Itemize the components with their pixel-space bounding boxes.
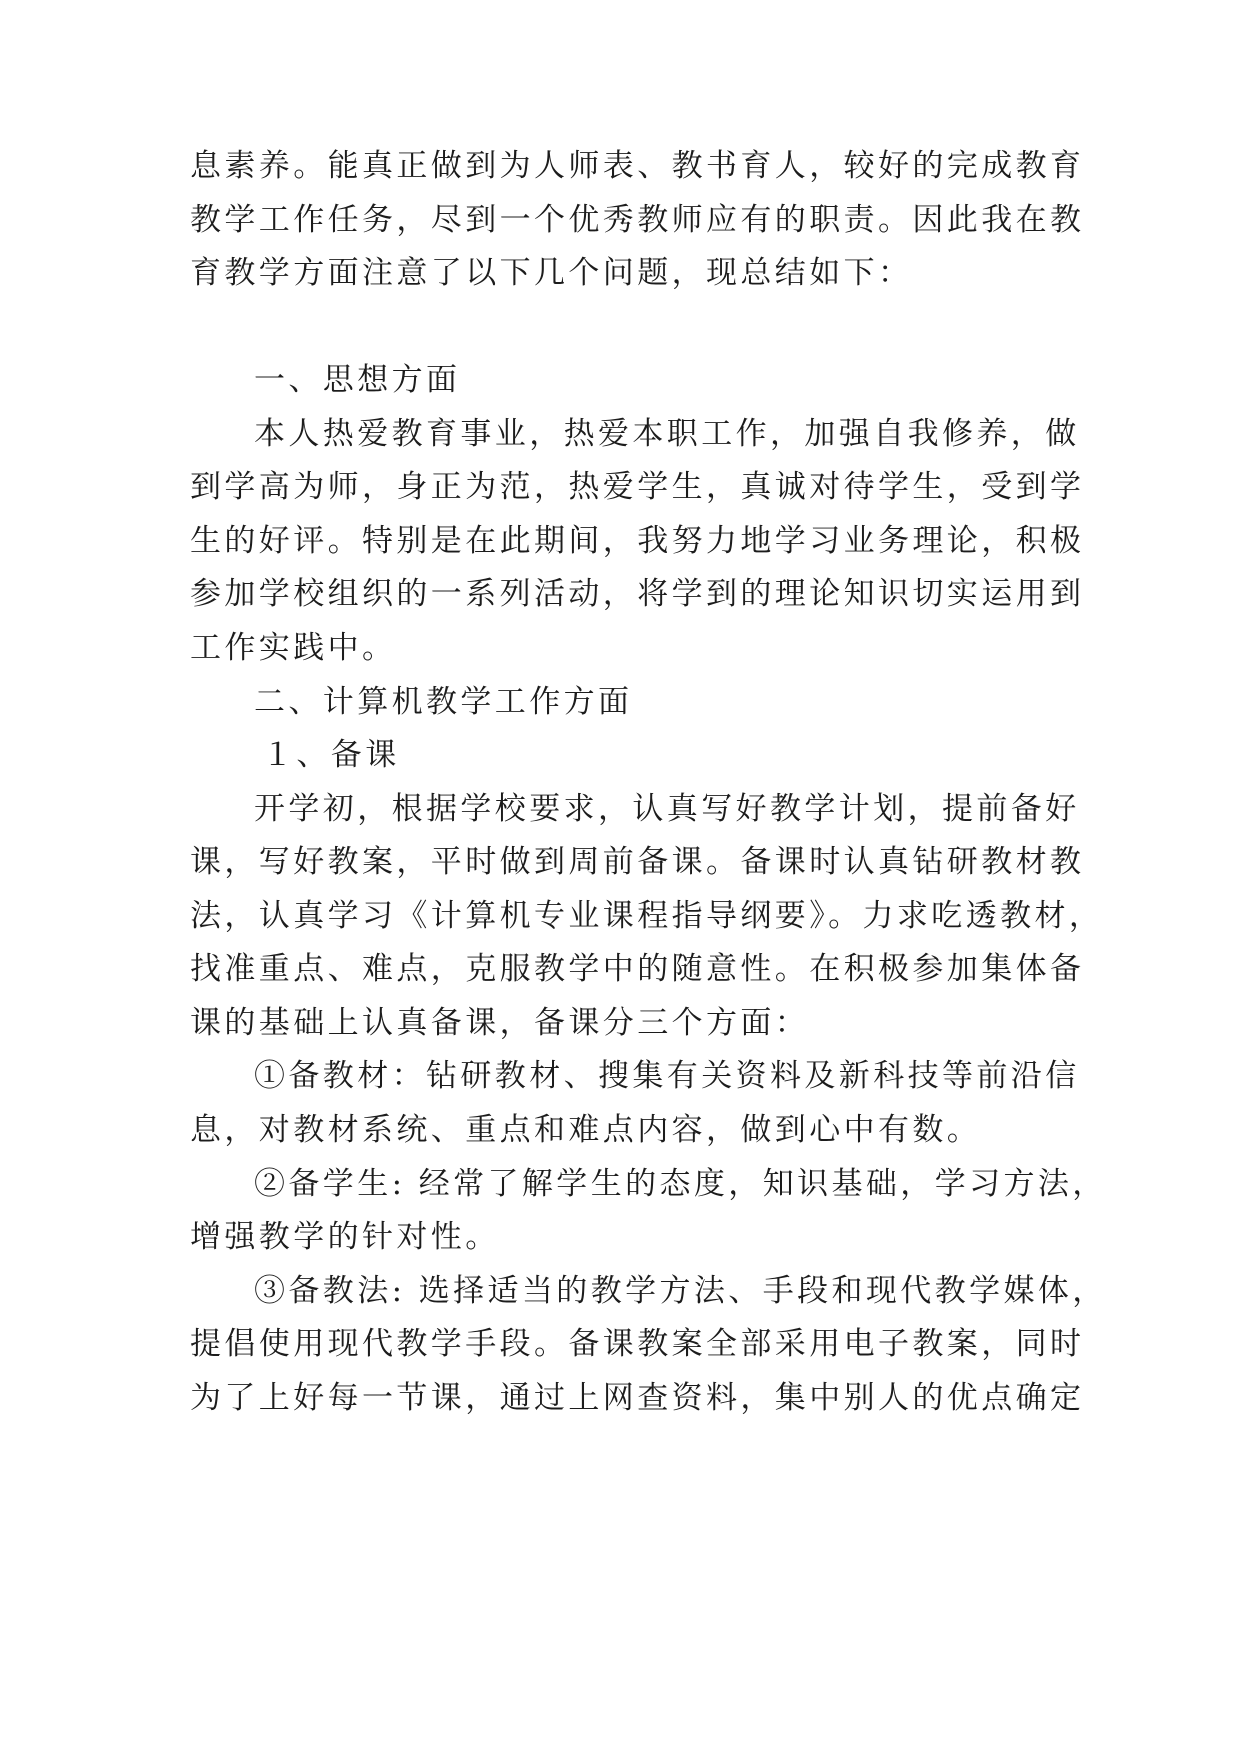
item-3-line-1: ③备教法: 选择适当的教学方法、手段和现代教学媒体， <box>254 1273 1107 1309</box>
item-1-line-2: 息，对教材系统、重点和难点内容，做到心中有数。 <box>190 1112 982 1148</box>
prep-line-5: 课的基础上认真备课，备课分三个方面： <box>190 1005 810 1041</box>
intro-line-1: 息素养。能真正做到为人师表、教书育人，较好的完成教育 <box>190 148 1085 184</box>
item-2-line-1: ②备学生: 经常了解学生的态度，知识基础，学习方法， <box>254 1166 1107 1202</box>
prep-line-2: 课，写好教案，平时做到周前备课。备课时认真钻研教材教 <box>190 844 1085 880</box>
section-1-line-2: 到学高为师，身正为范，热爱学生，真诚对待学生，受到学 <box>190 469 1085 505</box>
intro-line-2: 教学工作任务，尽到一个优秀教师应有的职责。因此我在教 <box>190 202 1085 238</box>
section-heading-computer-teaching: 二、计算机教学工作方面 <box>254 684 633 720</box>
section-1-line-4: 参加学校组织的一系列活动，将学到的理论知识切实运用到 <box>190 576 1085 612</box>
item-3-line-3: 为了上好每一节课，通过上网查资料，集中别人的优点确定 <box>190 1380 1085 1416</box>
section-heading-thought: 一、思想方面 <box>254 362 461 398</box>
prep-line-4: 找准重点、难点，克服教学中的随意性。在积极参加集体备 <box>190 951 1085 987</box>
item-3-line-2: 提倡使用现代教学手段。备课教案全部采用电子教案，同时 <box>190 1326 1085 1362</box>
prep-line-1: 开学初，根据学校要求，认真写好教学计划，提前备好 <box>254 791 1080 827</box>
section-1-line-5: 工作实践中。 <box>190 630 397 666</box>
intro-line-3: 育教学方面注意了以下几个问题，现总结如下： <box>190 255 913 291</box>
item-2-line-2: 增强教学的针对性。 <box>190 1219 500 1255</box>
subheading-lesson-prep: １、备课 <box>262 737 400 773</box>
section-1-line-3: 生的好评。特别是在此期间，我努力地学习业务理论，积极 <box>190 523 1085 559</box>
prep-line-3: 法，认真学习《计算机专业课程指导纲要》。力求吃透教材， <box>190 898 1104 934</box>
section-1-line-1: 本人热爱教育事业，热爱本职工作，加强自我修养，做 <box>254 416 1080 452</box>
item-1-line-1: ①备教材：钻研教材、搜集有关资料及新科技等前沿信 <box>254 1058 1080 1094</box>
